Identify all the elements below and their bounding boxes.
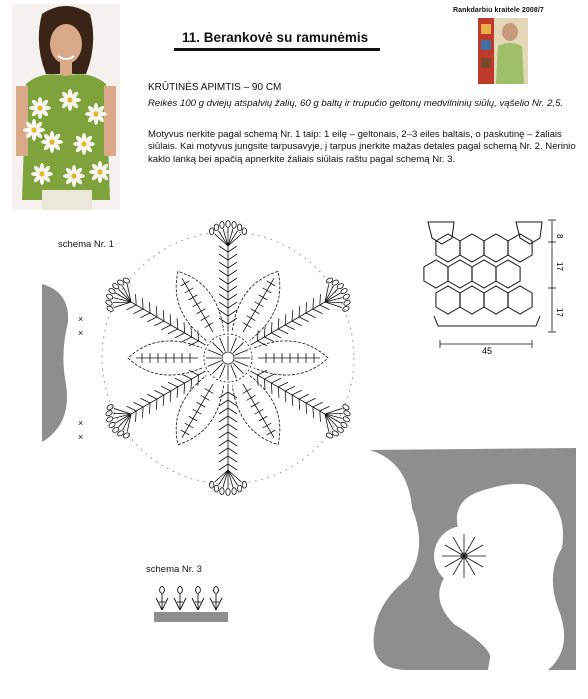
garment-edge-shape [42,284,74,444]
schema-1-label: schema Nr. 1 [58,239,114,250]
hexagon-layout-diagram [420,214,564,356]
instructions-text: Motyvus nerkite pagal schemą Nr. 1 taip: 1 eilę – geltonais, 2–3 eiles baltais, o paskutinę – žaliais siūlais. Kai motyvus jungsite tarpusavyje, į tarpus įnerkite mažas detales pagal schemą Nr. 2. Nėrinio kaklo lanką bei apačią apnerkite žaliais siūlais raštu pagal schemą Nr. 3. [148,129,576,165]
height-label-bottom: 17 [555,308,564,317]
crochet-motif-diagram [86,212,370,504]
materials-text: Reikės 100 g dviejų atspalvių žalių, 60 g baltų ir trupučio geltonų medvilninių siūlų, vąšelio Nr. 2,5. [148,98,564,109]
chest-size: KRŪTINĖS APIMTIS – 90 CM [148,82,282,93]
height-label-top: 8 [555,234,564,239]
schema-3-label: schema Nr. 3 [146,564,202,575]
flower-motifs [12,4,120,210]
edging-diagram [150,582,234,628]
magazine-thumbnail [478,18,528,84]
magazine-source: Rankdarbiu kraitele 2008/7 [453,7,544,14]
height-label-middle: 17 [555,262,564,271]
schema-2-garment-shape [368,448,578,678]
title-underline [174,48,380,51]
page-title: 11. Berankovė su ramunėmis [182,30,369,45]
model-photo [12,4,120,210]
width-label: 45 [482,346,493,356]
join-markers-left: × × [78,314,84,338]
join-markers-left-lower: × × [78,418,84,442]
